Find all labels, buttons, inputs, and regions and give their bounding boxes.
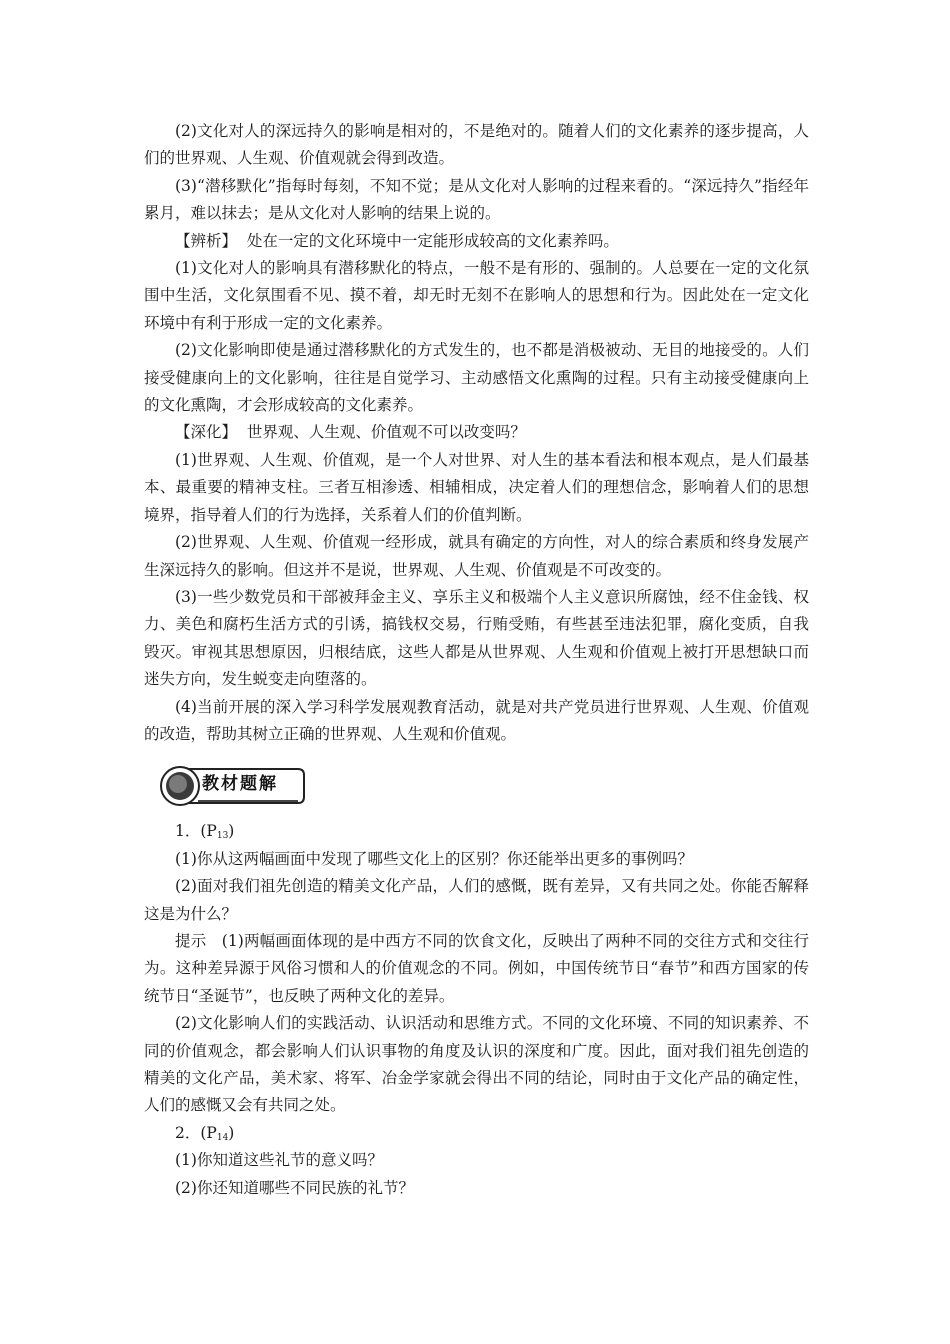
question-item: (1)你知道这些礼节的意义吗？	[175, 1151, 383, 1170]
question-number: 1．$(P_{13})$	[175, 822, 235, 842]
paragraph: (3)一些少数党员和干部被拜金主义、享乐主义和极端个人主义意识所腐蚀，经不住金钱、权力、美色和腐朽生活方式的引诱，搞钱权交易，行贿受贿，有些甚至违法犯罪，腐化变质，自我毁灭。审视其思想原因，归根结底，这些人都是从世界观、人生观和价值观上被打开思想缺口而迷失方向，发生蜕变走向堕落的。	[144, 587, 809, 689]
shenhua-tag: 【深化】	[175, 423, 238, 442]
question-number: 2．$(P_{14})$	[175, 1123, 235, 1143]
page-subscript: 13	[216, 831, 229, 842]
shenhua-heading	[144, 419, 809, 446]
paragraph: (1)世界观、人生观、价值观，是一个人对世界、对人生的基本看法和根本观点，是人们最基本、最重要的精神支柱。三者互相渗透、相辅相成，决定着人们的理想信念，影响着人们的思想境界，指导着人们的行为选择，关系着人们的价值判断。	[144, 450, 809, 524]
section-banner	[158, 764, 308, 810]
paragraph: (1)文化对人的影响具有潜移默化的特点，一般不是有形的、强制的。人总要在一定的文化氛围中生活，文化氛围看不见、摸不着，却无时无刻不在影响人的思想和行为。因此处在一定文化环境中有利于形成一定的文化素养。	[144, 259, 809, 332]
bianxi-question: 处在一定的文化环境中一定能形成较高的文化素养吗。	[246, 231, 619, 250]
paragraph: (3)“潜移默化”指每时每刻，不知不觉；是从文化对人影响的过程来看的。“深远持久”指经年累月，难以抹去；是从文化对人影响的结果上说的。	[144, 176, 809, 223]
paragraph: (4)当前开展的深入学习科学发展观教育活动，就是对共产党员进行世界观、人生观、价值观的改造，帮助其树立正确的世界观、人生观和价值观。	[144, 697, 809, 743]
paragraph: (2)世界观、人生观、价值观一经形成，就具有确定的方向性，对人的综合素质和终身发展产生深远持久的影响。但这并不是说，世界观、人生观、价值观是不可改变的。	[144, 533, 809, 579]
hint-text: (1)两幅画面体现的是中西方不同的饮食文化，反映出了两种不同的交往方式和交往行为。这种差异源于风俗习惯和人的价值观念的不同。例如，中国传统节日“春节”和西方国家的传统节日“圣诞节”，也反映了两种文化的差异。	[144, 931, 809, 1005]
bianxi-heading	[144, 228, 809, 255]
document-page	[144, 118, 809, 1202]
hint-paragraph	[144, 928, 809, 1010]
paragraph: (2)文化影响人们的实践活动、认识活动和思维方式。不同的文化环境、不同的知识素养、不同的价值观念，都会影响人们认识事物的角度及认识的深度和广度。因此，面对我们祖先创造的精美的文化产品，美术家、将军、冶金学家就会得出不同的结论，同时由于文化产品的确定性，人们的感慨又会有共同之处。	[144, 1014, 809, 1115]
question-item: (2)面对我们祖先创造的精美文化产品，人们的感慨，既有差异，又有共同之处。你能否解释这是为什么？	[144, 877, 809, 923]
question-item: (1)你从这两幅画面中发现了哪些文化上的区别？你还能举出更多的事例吗？	[175, 849, 693, 868]
page-subscript: 14	[216, 1132, 229, 1143]
banner-title: 教材题解	[202, 774, 278, 795]
paragraph: (2)文化对人的深远持久的影响是相对的，不是绝对的。随着人们的文化素养的逐步提高，人们的世界观、人生观、价值观就会得到改造。	[144, 122, 809, 168]
bianxi-tag: 【辨析】	[175, 231, 238, 250]
question-item: (2)你还知道哪些不同民族的礼节？	[175, 1178, 414, 1197]
shenhua-question: 世界观、人生观、价值观不可以改变吗？	[246, 423, 526, 442]
hint-tag: 提示	[175, 931, 207, 950]
paragraph: (2)文化影响即使是通过潜移默化的方式发生的，也不都是消极被动、无目的地接受的。人们接受健康向上的文化影响，往往是自觉学习、主动感悟文化熏陶的过程。只有主动接受健康向上的文化熏陶，才会形成较高的文化素养。	[144, 341, 809, 415]
